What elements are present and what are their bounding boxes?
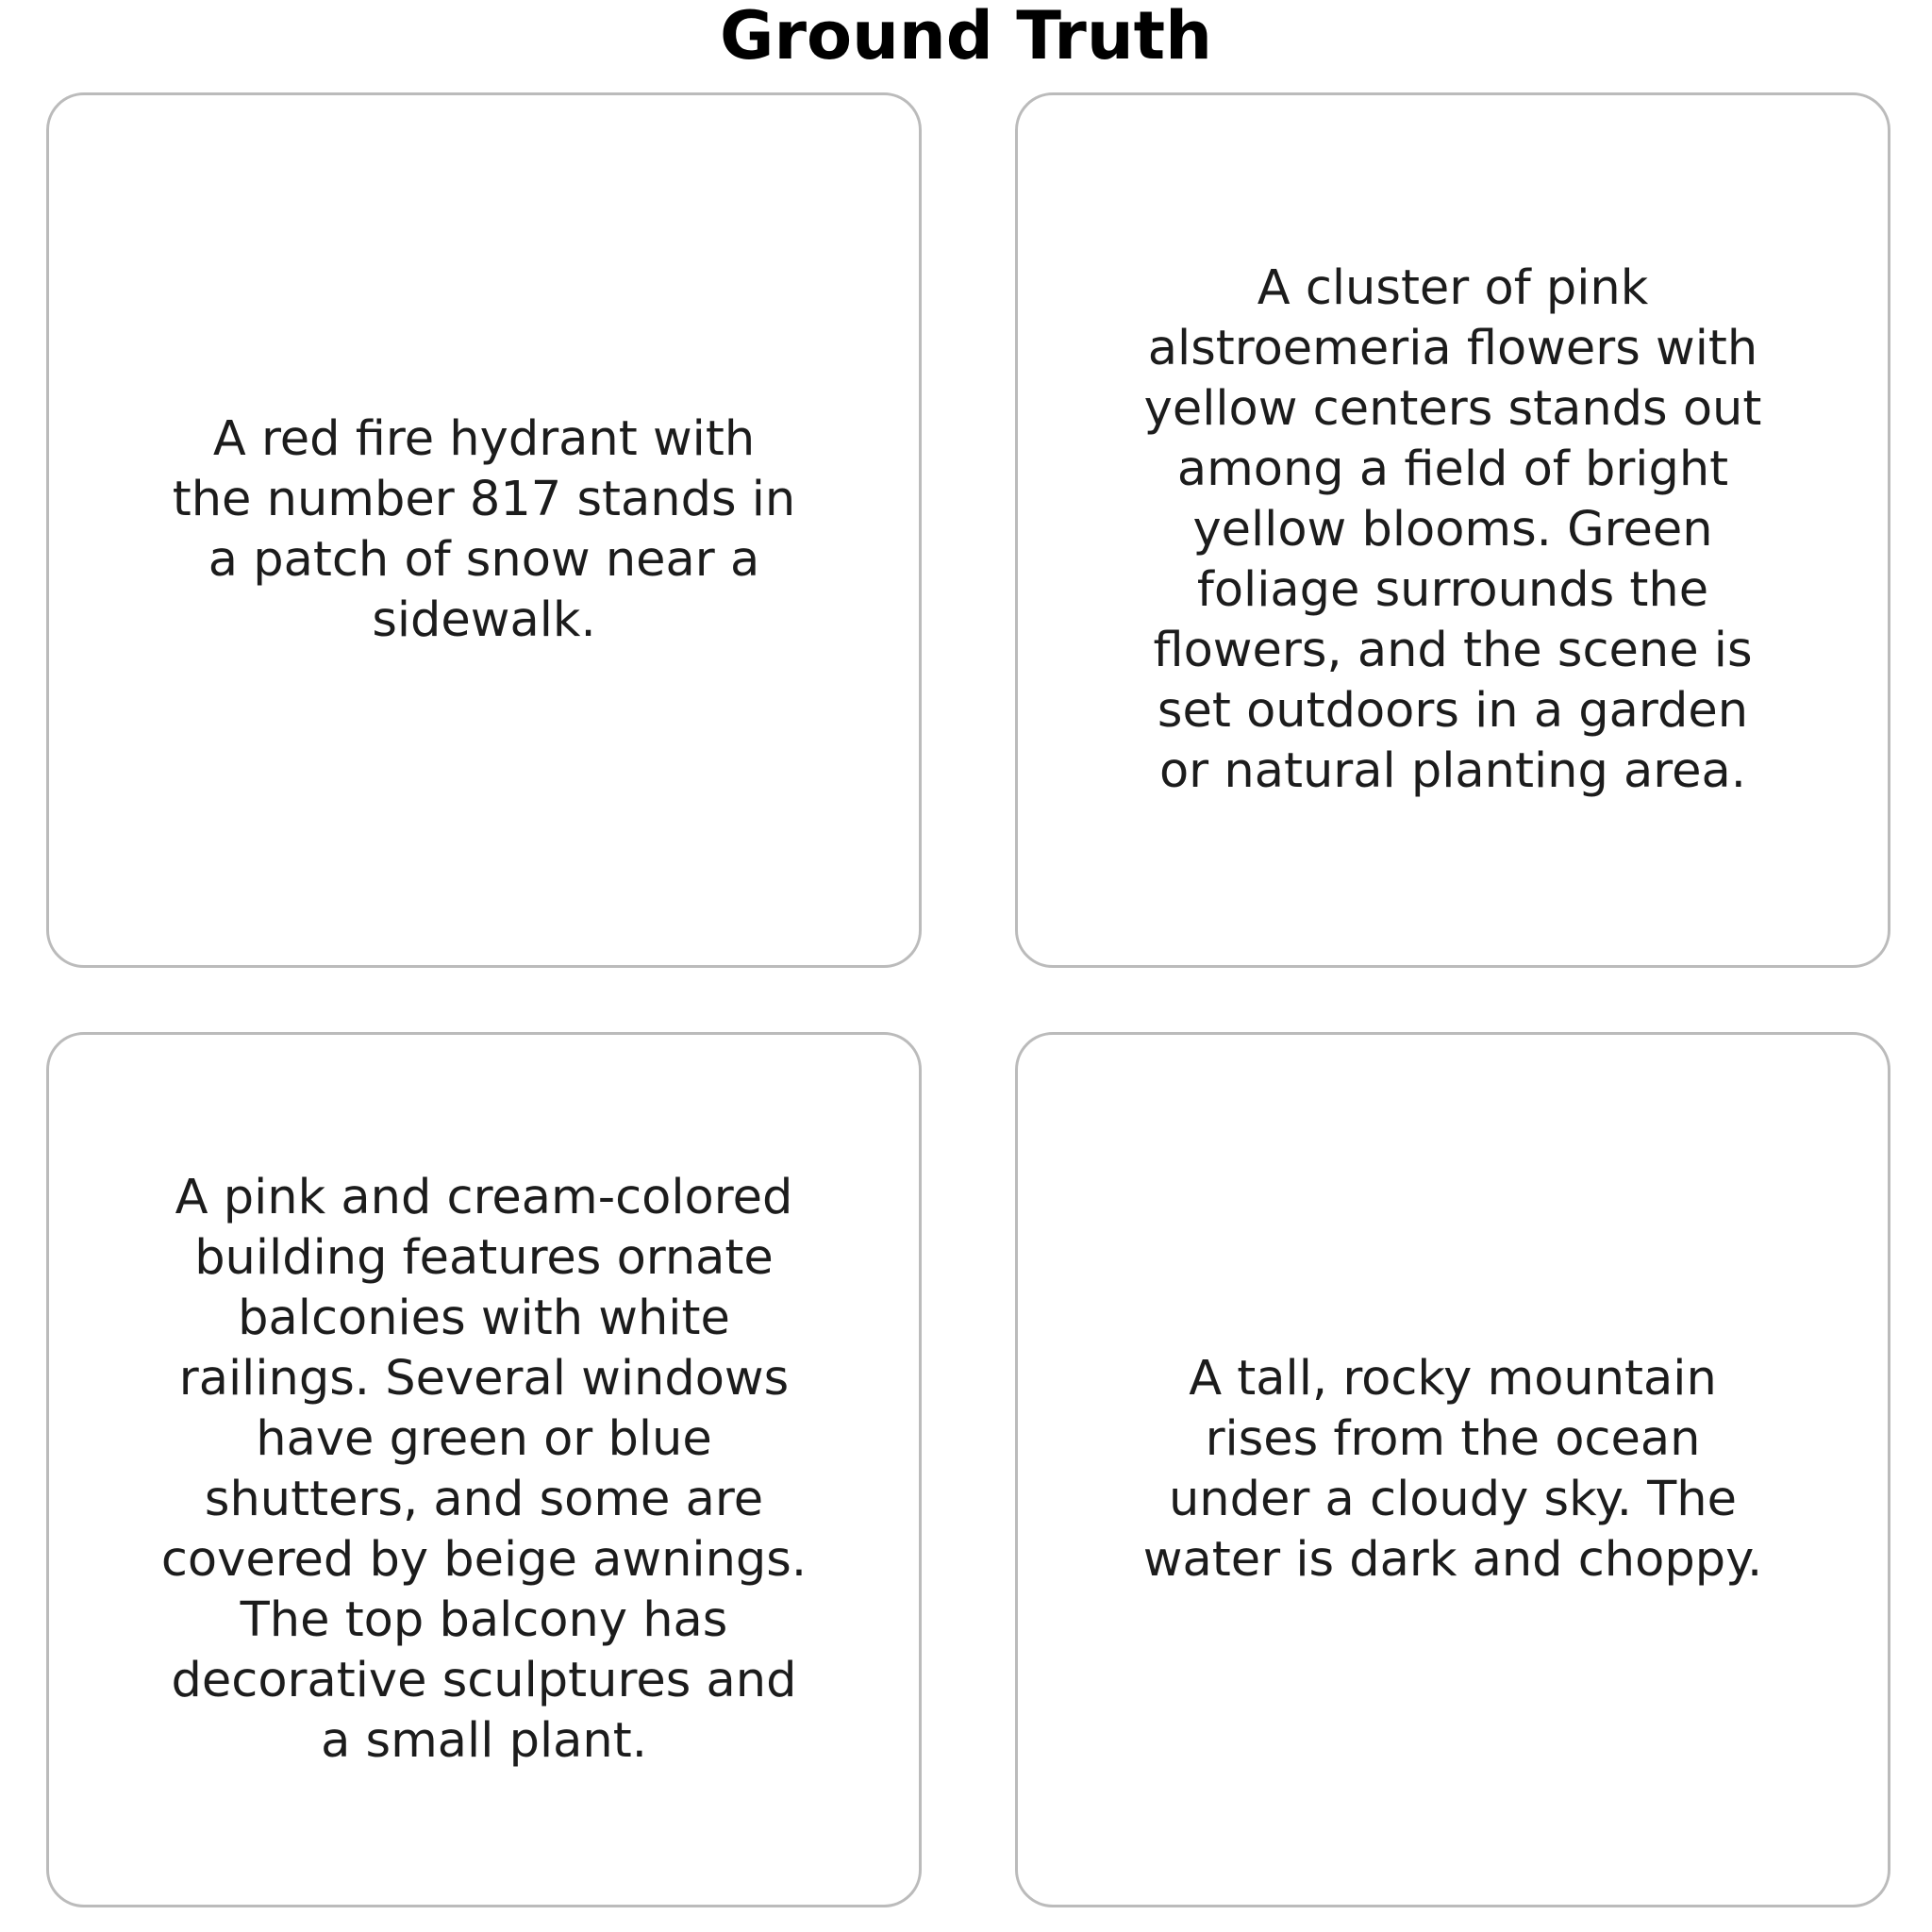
caption-card-mountain <box>1015 1032 1890 1907</box>
caption-text: A red fire hydrant with the number 817 stands in a patch of snow near a sidewalk. <box>172 411 796 648</box>
caption-card-fire-hydrant <box>46 92 922 968</box>
caption-text: A cluster of pink alstroemeria flowers with yellow centers stands out among a field of bright yellow blooms. Green foliage surrounds the flowers, and the scene is set outdoors in a garden or natural planting area. <box>1143 260 1762 799</box>
page-title: Ground Truth <box>720 0 1212 75</box>
caption-card-building <box>46 1032 922 1907</box>
caption-card-flowers <box>1015 92 1890 968</box>
caption-text: A tall, rocky mountain rises from the ocean under a cloudy sky. The water is dark and choppy. <box>1142 1351 1763 1588</box>
caption-text: A pink and cream-colored building features ornate balconies with white railings. Several windows have green or blue shutters, and some are covered by beige awnings. The top balcony has decorative sculptures and a small plant. <box>160 1170 808 1769</box>
